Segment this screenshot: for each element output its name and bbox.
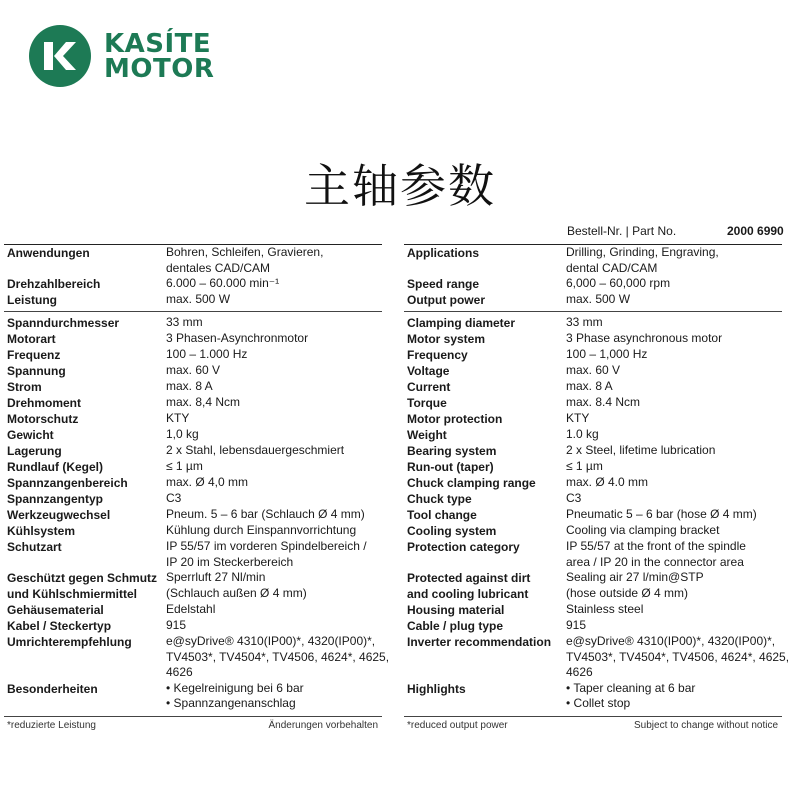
spec-row	[4, 475, 382, 491]
spec-label	[7, 459, 166, 475]
spec-label-line: Drehzahlbereich	[7, 277, 101, 291]
spec-row	[404, 475, 782, 491]
spec-value	[566, 507, 782, 523]
spec-label-line: Besonderheiten	[7, 681, 98, 696]
spec-row	[404, 634, 790, 681]
spec-label-line: Inverter recommendation	[407, 635, 552, 649]
spec-value-line: e@syDrive® 4310(IP00)*, 4320(IP00)*,	[166, 634, 376, 648]
spec-value	[566, 292, 782, 308]
spec-label-line: Leistung	[7, 293, 57, 307]
spec-label-line: und Kühlschmiermittel	[7, 587, 138, 601]
spec-label	[7, 507, 166, 523]
spec-label	[407, 292, 566, 308]
spec-value-line: 6,000 – 60,000 rpm	[566, 276, 671, 290]
spec-value-line: KTY	[166, 411, 190, 425]
spec-label-line: Applications	[407, 246, 480, 260]
notice-english: Subject to change without notice	[634, 720, 778, 731]
spec-row	[4, 570, 382, 602]
spec-row	[4, 395, 382, 411]
spec-value-line: • Kegelreinigung bei 6 bar	[166, 680, 304, 695]
spec-value-line: dental CAD/CAM	[566, 260, 658, 275]
spec-value-line: 100 – 1.000 Hz	[166, 347, 248, 361]
spec-label-line: Run-out (taper)	[407, 460, 494, 474]
spec-row	[4, 681, 382, 712]
spec-row	[4, 443, 382, 459]
spec-label-line: Frequency	[407, 348, 468, 362]
spec-value-line: IP 55/57 at the front of the spindle	[566, 539, 746, 553]
spec-label-line: Strom	[7, 380, 42, 394]
spec-value-line: max. 8,4 Ncm	[166, 395, 241, 409]
spec-value	[566, 411, 782, 427]
spec-value	[566, 427, 782, 443]
spec-label	[7, 363, 166, 379]
spec-label-line: Bearing system	[407, 444, 497, 458]
spec-row	[4, 276, 382, 292]
spec-label	[7, 570, 166, 602]
spec-row	[404, 602, 782, 618]
spec-row	[4, 245, 382, 276]
spec-label-line: Tool change	[407, 508, 477, 522]
spec-label	[407, 570, 566, 602]
spec-label-line: Current	[407, 380, 451, 394]
spec-label	[407, 363, 566, 379]
spec-value	[166, 315, 382, 331]
spec-row	[404, 411, 782, 427]
spec-label	[407, 443, 566, 459]
spec-label-line: Torque	[407, 396, 447, 410]
spec-value	[166, 602, 382, 618]
spec-label	[7, 245, 166, 276]
spec-row	[404, 379, 782, 395]
spec-row	[404, 681, 782, 712]
spec-label	[407, 395, 566, 411]
spec-label	[407, 634, 566, 681]
spec-value	[166, 443, 382, 459]
spec-label	[407, 459, 566, 475]
spec-label	[407, 523, 566, 539]
spec-value	[166, 411, 382, 427]
spec-label-line: Motorschutz	[7, 412, 79, 426]
spec-label-line: Gewicht	[7, 428, 54, 442]
spec-value-line: 3 Phase asynchronous motor	[566, 331, 723, 345]
spec-label	[7, 411, 166, 427]
spec-value-line: Bohren, Schleifen, Gravieren,	[166, 245, 324, 259]
spec-value	[166, 634, 389, 681]
spec-label	[407, 411, 566, 427]
spec-value	[166, 363, 382, 379]
spec-value-line: • Taper cleaning at 6 bar	[566, 680, 696, 695]
spec-value	[566, 245, 782, 276]
spec-value-line: max. 8.4 Ncm	[566, 395, 641, 409]
spec-row	[404, 276, 782, 292]
spec-value-line: e@syDrive® 4310(IP00)*, 4320(IP00)*,	[566, 634, 776, 648]
spec-label	[7, 331, 166, 347]
spec-value-line: Cooling via clamping bracket	[566, 523, 720, 537]
spec-value	[566, 602, 782, 618]
spec-label-line: Lagerung	[7, 444, 62, 458]
spec-label-line: Chuck clamping range	[407, 476, 536, 490]
spec-value	[166, 681, 382, 712]
spec-value-line: (hose outside Ø 4 mm)	[566, 585, 689, 600]
brand-line-1: KASÍTE	[104, 29, 212, 59]
spec-value-line: 2 x Steel, lifetime lubrication	[566, 443, 716, 457]
spec-label-line: Weight	[407, 428, 447, 442]
spec-value-line: 4626	[166, 665, 193, 679]
spec-row	[4, 411, 382, 427]
spec-value-line: TV4503*, TV4504*, TV4506, 4624*, 4625,	[166, 649, 390, 664]
spec-table-german	[4, 244, 390, 712]
spec-value	[166, 395, 382, 411]
spec-row	[4, 311, 382, 331]
spec-row	[404, 539, 782, 570]
spec-label-line: Spanndurchmesser	[7, 316, 120, 330]
spec-label-line: Gehäusematerial	[7, 603, 104, 617]
spec-label	[407, 618, 566, 634]
spec-value-line: Edelstahl	[166, 602, 216, 616]
spec-row	[4, 347, 382, 363]
spec-label	[407, 475, 566, 491]
spec-row	[4, 292, 382, 308]
spec-row	[4, 507, 382, 523]
spec-value-line: 915	[166, 618, 187, 632]
spec-label	[7, 315, 166, 331]
spec-value	[166, 475, 382, 491]
spec-value	[566, 379, 782, 395]
spec-value	[166, 347, 382, 363]
spec-row	[404, 491, 782, 507]
spec-value	[166, 459, 382, 475]
spec-label-line: Housing material	[407, 603, 505, 617]
spec-value-line: C3	[166, 491, 182, 505]
spec-value	[166, 570, 382, 602]
spec-value	[166, 245, 382, 276]
spec-value-line: ≤ 1 µm	[166, 459, 203, 473]
spec-label-line: Speed range	[407, 277, 480, 291]
spec-label	[7, 475, 166, 491]
spec-label-line: Spannzangentyp	[7, 492, 104, 506]
spec-value-line: 2 x Stahl, lebensdauergeschmiert	[166, 443, 345, 457]
spec-value-line: max. Ø 4,0 mm	[166, 475, 249, 489]
footnote-row-english	[404, 716, 782, 731]
spec-value	[166, 507, 382, 523]
spec-label	[7, 443, 166, 459]
spec-label-line: Kühlsystem	[7, 524, 76, 538]
spec-value-line: dentales CAD/CAM	[166, 260, 271, 275]
spec-row	[4, 363, 382, 379]
spec-label-line: Werkzeugwechsel	[7, 508, 111, 522]
spec-value	[166, 523, 382, 539]
spec-label-line: Clamping diameter	[407, 316, 516, 330]
spec-value	[166, 331, 382, 347]
spec-label-line: Cable / plug type	[407, 619, 504, 633]
spec-value	[166, 292, 382, 308]
spec-value	[566, 395, 782, 411]
spec-value-line: Pneum. 5 – 6 bar (Schlauch Ø 4 mm)	[166, 507, 365, 521]
spec-label-line: Cooling system	[407, 524, 497, 538]
spec-value	[566, 315, 782, 331]
spec-row	[404, 427, 782, 443]
spec-value-line: 33 mm	[566, 315, 603, 329]
spec-value	[566, 331, 782, 347]
spec-value	[566, 523, 782, 539]
spec-value-line: Stainless steel	[566, 602, 644, 616]
spec-label-line: Protected against dirt	[407, 571, 531, 585]
spec-value	[166, 276, 382, 292]
spec-value-line: 1.0 kg	[566, 427, 599, 441]
spec-label	[7, 618, 166, 634]
spec-row	[404, 363, 782, 379]
spec-label-line: Motorart	[7, 332, 56, 346]
spec-row	[404, 245, 782, 276]
spec-label-line: and cooling lubricant	[407, 587, 529, 601]
spec-value	[566, 570, 782, 602]
spec-label	[407, 681, 566, 712]
spec-row	[404, 618, 782, 634]
spec-label	[7, 491, 166, 507]
spec-value	[566, 459, 782, 475]
brand-line-2: MOTOR	[104, 54, 215, 84]
spec-label	[407, 602, 566, 618]
spec-label-line: Geschützt gegen Schmutz	[7, 571, 158, 585]
spec-label	[407, 245, 566, 276]
spec-label-line: Umrichterempfehlung	[7, 635, 132, 649]
spec-label-line: Anwendungen	[7, 246, 90, 260]
spec-row	[4, 379, 382, 395]
spec-value	[566, 634, 789, 681]
spec-value-line: max. 8 A	[166, 379, 213, 393]
spec-label	[407, 427, 566, 443]
spec-label-line: Motor system	[407, 332, 486, 346]
spec-label-line: Output power	[407, 293, 485, 307]
spec-table-english	[404, 244, 790, 712]
spec-label	[7, 523, 166, 539]
spec-label	[7, 292, 166, 308]
spec-value-line: KTY	[566, 411, 590, 425]
spec-label	[407, 491, 566, 507]
spec-row	[404, 443, 782, 459]
spec-value	[166, 539, 382, 570]
brand-wordmark	[104, 29, 215, 84]
footnote-german: *reduzierte Leistung	[7, 720, 96, 731]
spec-value	[166, 618, 382, 634]
spec-row	[404, 347, 782, 363]
spec-label	[407, 315, 566, 331]
spec-value-line: ≤ 1 µm	[566, 459, 603, 473]
footnote-row-german	[4, 716, 382, 731]
spec-value-line: IP 20 im Steckerbereich	[166, 554, 294, 569]
spec-row	[4, 331, 382, 347]
spec-row	[4, 618, 382, 634]
spec-row	[4, 539, 382, 570]
spec-row	[4, 634, 390, 681]
spec-value-line: Sealing air 27 l/min@STP	[566, 570, 704, 584]
spec-value	[166, 427, 382, 443]
spec-value-line: max. Ø 4.0 mm	[566, 475, 649, 489]
spec-value-line: • Spannzangenanschlag	[166, 696, 296, 710]
spec-label	[7, 427, 166, 443]
spec-label	[407, 507, 566, 523]
spec-label	[407, 539, 566, 570]
spec-label-line: Rundlauf (Kegel)	[7, 460, 103, 474]
spec-label-line: Spannung	[7, 364, 66, 378]
spec-label-line: Chuck type	[407, 492, 472, 506]
spec-value-line: Kühlung durch Einspannvorrichtung	[166, 523, 357, 537]
spec-value-line: Sperrluft 27 Nl/min	[166, 570, 266, 584]
spec-value-line: Drilling, Grinding, Engraving,	[566, 245, 719, 259]
spec-value	[566, 475, 782, 491]
spec-value	[566, 491, 782, 507]
spec-row	[404, 523, 782, 539]
spec-value-line: max. 8 A	[566, 379, 613, 393]
spec-label	[7, 681, 166, 712]
part-number-value: 2000 6990	[727, 224, 784, 238]
spec-value-line: C3	[566, 491, 582, 505]
spec-row	[404, 507, 782, 523]
spec-label	[407, 379, 566, 395]
spec-label-line: Voltage	[407, 364, 450, 378]
spec-value	[566, 347, 782, 363]
spec-value-line: TV4503*, TV4504*, TV4506, 4624*, 4625,	[566, 649, 790, 664]
spec-label	[407, 347, 566, 363]
spec-value	[566, 443, 782, 459]
spec-value-line: 3 Phasen-Asynchronmotor	[166, 331, 309, 345]
spec-value	[566, 539, 782, 570]
spec-row	[4, 491, 382, 507]
spec-value-line: • Collet stop	[566, 696, 631, 710]
spec-value	[166, 379, 382, 395]
spec-value-line: Pneumatic 5 – 6 bar (hose Ø 4 mm)	[566, 507, 757, 521]
spec-label	[407, 331, 566, 347]
spec-label	[7, 276, 166, 292]
spec-value-line: IP 55/57 im vorderen Spindelbereich /	[166, 539, 367, 553]
spec-value-line: max. 500 W	[166, 292, 231, 306]
spec-value-line: max. 60 V	[566, 363, 621, 377]
spec-value	[566, 276, 782, 292]
spec-value-line: 100 – 1,000 Hz	[566, 347, 648, 361]
spec-value-line: 915	[566, 618, 587, 632]
spec-label	[7, 379, 166, 395]
spec-value	[166, 491, 382, 507]
spec-row	[4, 459, 382, 475]
spec-row	[404, 311, 782, 331]
spec-label	[7, 634, 166, 681]
spec-row	[404, 331, 782, 347]
spec-label	[7, 539, 166, 570]
spec-row	[4, 523, 382, 539]
spec-value-line: (Schlauch außen Ø 4 mm)	[166, 585, 307, 600]
spec-label	[7, 347, 166, 363]
spec-value-line: 1,0 kg	[166, 427, 199, 441]
spec-label	[7, 395, 166, 411]
spec-label-line: Schutzart	[7, 540, 62, 554]
spec-value-line: 4626	[566, 665, 593, 679]
page-title: 主轴参数	[304, 159, 496, 213]
spec-value	[566, 363, 782, 379]
spec-label-line: Frequenz	[7, 348, 61, 362]
spec-row	[404, 570, 782, 602]
spec-value-line: 6.000 – 60.000 min⁻¹	[166, 276, 280, 290]
part-number-label: Bestell-Nr. | Part No.	[567, 224, 677, 238]
spec-value-line: max. 500 W	[566, 292, 631, 306]
spec-row	[4, 427, 382, 443]
spec-label-line: Drehmoment	[7, 396, 82, 410]
spec-label-line: Kabel / Steckertyp	[7, 619, 112, 633]
spec-value	[566, 681, 782, 712]
spec-value-line: max. 60 V	[166, 363, 221, 377]
spec-label	[407, 276, 566, 292]
spec-value	[566, 618, 782, 634]
spec-label-line: Spannzangenbereich	[7, 476, 128, 490]
spec-value-line: 33 mm	[166, 315, 203, 329]
spec-row	[404, 292, 782, 308]
spec-label-line: Highlights	[407, 681, 466, 696]
footnote-english: *reduced output power	[407, 720, 508, 731]
kasite-logo-icon	[28, 24, 92, 88]
brand-logo	[28, 24, 248, 88]
spec-label	[7, 602, 166, 618]
spec-value-line: area / IP 20 in the connector area	[566, 554, 744, 569]
notice-german: Änderungen vorbehalten	[268, 720, 378, 731]
spec-row	[404, 395, 782, 411]
spec-row	[404, 459, 782, 475]
spec-label-line: Protection category	[407, 540, 520, 554]
spec-row	[4, 602, 382, 618]
spec-label-line: Motor protection	[407, 412, 503, 426]
